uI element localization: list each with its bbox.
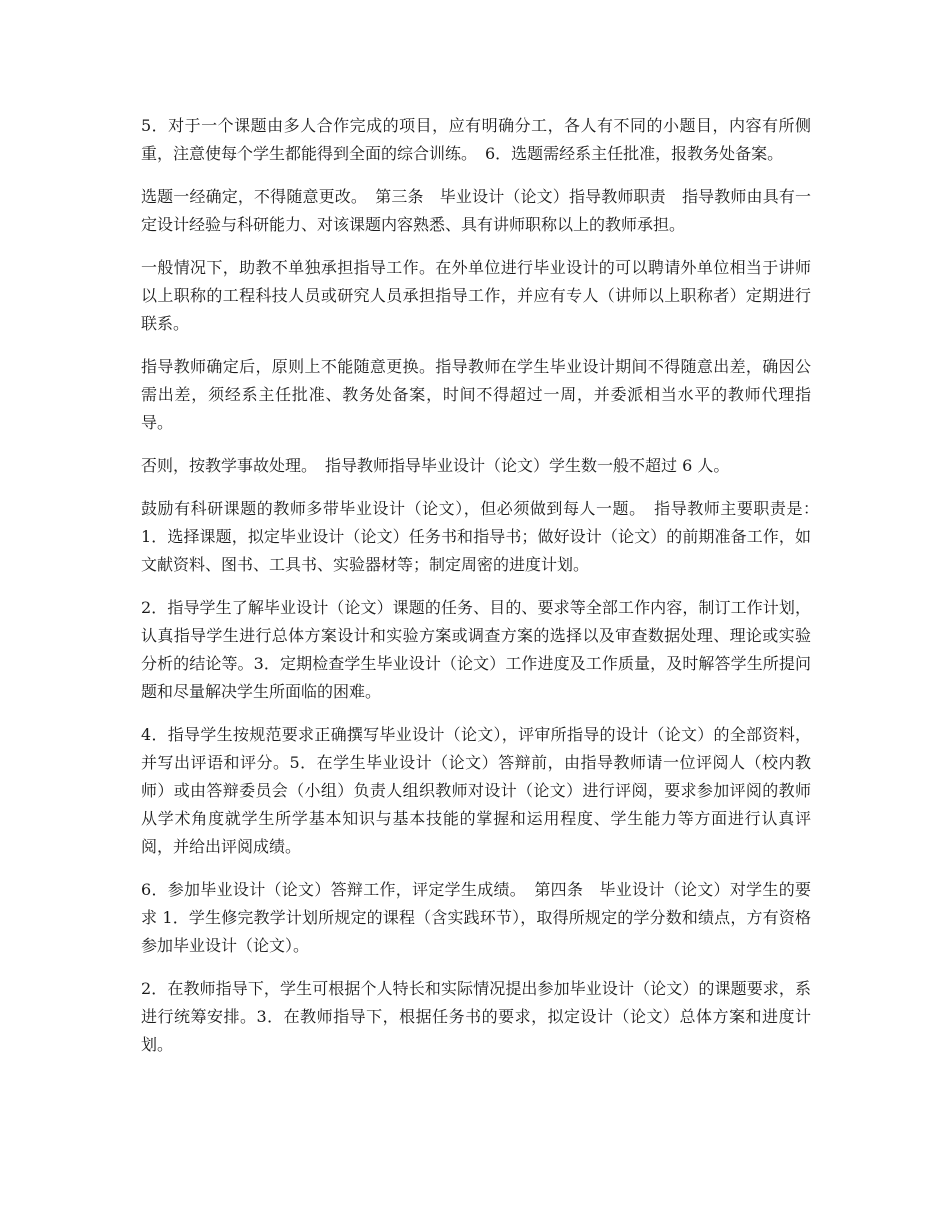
paragraph-9: 6．参加毕业设计（论文）答辩工作，评定学生成绩。 第四条 毕业设计（论文）对学生的要求 1．学生修完教学计划所规定的课程（含实践环节），取得所规定的学分数和绩点，方有资格参加毕业设计（论文）。 — [141, 880, 811, 955]
paragraph-8: 4．指导学生按规范要求正确撰写毕业设计（论文），评审所指导的设计（论文）的全部资料，并写出评语和评分。5．在学生毕业设计（论文）答辩前，由指导教师请一位评阅人（校内教师）或由答辩委员会（小组）负责人组织教师对设计（论文）进行评阅，要求参加评阅的教师从学术角度就学生所学基本知识与基本技能的掌握和运用程度、学生能力等方面进行认真评阅，并给出评阅成绩。 — [141, 725, 811, 856]
paragraph-1: 5．对于一个课题由多人合作完成的项目，应有明确分工，各人有不同的小题目，内容有所侧重，注意使每个学生都能得到全面的综合训练。 6．选题需经系主任批准，报教务处备案。 — [141, 116, 811, 163]
document-body — [141, 112, 828, 1074]
paragraph-10: 2．在教师指导下，学生可根据个人特长和实际情况提出参加毕业设计（论文）的课题要求，系进行统筹安排。3．在教师指导下，根据任务书的要求，拟定设计（论文）总体方案和进度计划。 — [141, 979, 811, 1054]
paragraph-7: 2．指导学生了解毕业设计（论文）课题的任务、目的、要求等全部工作内容，制订工作计划，认真指导学生进行总体方案设计和实验方案或调查方案的选择以及审查数据处理、理论或实验分析的结论等。3．定期检查学生毕业设计（论文）工作进度及工作质量，及时解答学生所提问题和尽量解决学生所面临的困难。 — [141, 598, 811, 701]
paragraph-4: 指导教师确定后，原则上不能随意更换。指导教师在学生毕业设计期间不得随意出差，确因公需出差，须经系主任批准、教务处备案，时间不得超过一周，并委派相当水平的教师代理指导。 — [141, 357, 811, 432]
paragraph-5: 否则，按教学事故处理。 指导教师指导毕业设计（论文）学生数一般不超过 6 人。 — [141, 456, 730, 475]
paragraph-2: 选题一经确定，不得随意更改。 第三条 毕业设计（论文）指导教师职责 指导教师由具有一定设计经验与科研能力、对该课题内容熟悉、具有讲师职称以上的教师承担。 — [141, 187, 811, 234]
paragraph-6: 鼓励有科研课题的教师多带毕业设计（论文），但必须做到每人一题。 指导教师主要职责是： 1．选择课题，拟定毕业设计（论文）任务书和指导书；做好设计（论文）的前期准备工作，如文献资料、图书、工具书、实验器材等；制定周密的进度计划。 — [141, 499, 828, 574]
paragraph-3: 一般情况下，助教不单独承担指导工作。在外单位进行毕业设计的可以聘请外单位相当于讲师以上职称的工程科技人员或研究人员承担指导工作，并应有专人（讲师以上职称者）定期进行联系。 — [141, 258, 811, 333]
